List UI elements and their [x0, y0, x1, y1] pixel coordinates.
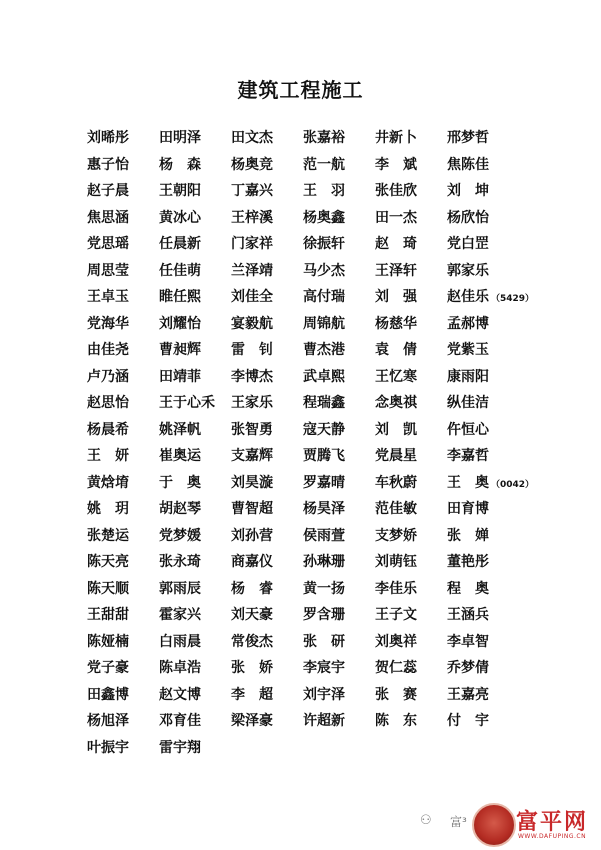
name-cell: 徐振轩 [303, 236, 345, 253]
name-cell: 刘 凯 [375, 421, 417, 438]
name-cell: 刘宇泽 [303, 686, 345, 703]
name-cell: 胡赵琴 [159, 501, 201, 518]
name-cell: 雷宇翔 [159, 739, 201, 756]
name-cell: 梁泽豪 [231, 713, 273, 730]
name-cell: 曹昶辉 [159, 342, 201, 359]
name-cell: 睢任熙 [159, 289, 201, 306]
watermark-author: 富³ [450, 815, 467, 829]
name-cell: 刘孙营 [231, 527, 273, 544]
name-cell: 党白罡 [447, 236, 489, 253]
name-cell: 于 奥 [159, 474, 201, 491]
name-cell: 叶振宇 [87, 739, 129, 756]
name-cell: 王于心禾 [159, 395, 215, 412]
name-cell: 王嘉亮 [447, 686, 489, 703]
name-cell: 黄冰心 [159, 209, 201, 226]
name-cell: 任佳萌 [159, 262, 201, 279]
name-cell: 陈卓浩 [159, 660, 201, 677]
site-watermark [420, 803, 601, 847]
name-cell: 王家乐 [231, 395, 273, 412]
name-cell: 范一航 [303, 156, 345, 173]
name-cell: 刘晞彤 [87, 130, 129, 147]
name-cell: 张永琦 [159, 554, 201, 571]
name-cell: 贾腾飞 [303, 448, 345, 465]
name-cell: 武卓熙 [303, 368, 345, 385]
name-row [87, 548, 519, 575]
name-cell: 车秋蔚 [375, 474, 417, 491]
name-row [87, 707, 519, 734]
name-cell: 曹智超 [231, 501, 273, 518]
name-cell: 田靖菲 [159, 368, 201, 385]
name-cell: 杨晨希 [87, 421, 129, 438]
name-cell: 姚 玥 [87, 501, 129, 518]
name-cell: 赵文博 [159, 686, 201, 703]
name-cell: 白雨晨 [159, 633, 201, 650]
name-cell: 刘佳全 [231, 289, 273, 306]
name-row [87, 681, 519, 708]
name-cell: 马少杰 [303, 262, 345, 279]
name-row [87, 257, 519, 284]
name-cell: 郭家乐 [447, 262, 489, 279]
name-cell: 许超新 [303, 713, 345, 730]
name-cell: 田文杰 [231, 130, 273, 147]
name-cell: 门家祥 [231, 236, 273, 253]
name-cell: 井新卜 [375, 130, 417, 147]
name-cell: 袁 倩 [375, 342, 417, 359]
name-row [87, 469, 535, 496]
name-row [87, 734, 519, 761]
name-cell: 王 奥 （0042） [447, 474, 535, 491]
name-cell: 霍家兴 [159, 607, 201, 624]
name-cell: 焦思涵 [87, 209, 129, 226]
name-cell: 王卓玉 [87, 289, 129, 306]
name-row [87, 177, 519, 204]
name-cell: 李博杰 [231, 368, 273, 385]
name-cell: 王朝阳 [159, 183, 201, 200]
name-cell: 刘萌钰 [375, 554, 417, 571]
site-logo-icon [472, 803, 516, 847]
name-cell: 王甜甜 [87, 607, 129, 624]
name-cell: 邢梦哲 [447, 130, 489, 147]
name-cell: 陈天亮 [87, 554, 129, 571]
name-cell: 杨奥竞 [231, 156, 273, 173]
name-row [87, 575, 519, 602]
name-cell: 由佳尧 [87, 342, 129, 359]
name-cell: 陈娅楠 [87, 633, 129, 650]
name-cell: 张 娇 [231, 660, 273, 677]
name-cell: 赵思怡 [87, 395, 129, 412]
name-cell: 高付瑞 [303, 289, 345, 306]
name-cell: 郭雨辰 [159, 580, 201, 597]
name-row [87, 495, 519, 522]
name-cell: 陈 东 [375, 713, 417, 730]
name-row [87, 389, 519, 416]
name-cell: 孙琳珊 [303, 554, 345, 571]
name-cell: 崔奥运 [159, 448, 201, 465]
name-row [87, 310, 519, 337]
name-cell: 刘耀怡 [159, 315, 201, 332]
name-cell: 王涵兵 [447, 607, 489, 624]
name-cell: 田明泽 [159, 130, 201, 147]
name-cell: 李嘉哲 [447, 448, 489, 465]
name-cell: 支梦娇 [375, 527, 417, 544]
name-cell: 纵佳洁 [447, 395, 489, 412]
name-row [87, 336, 519, 363]
name-cell: 雷 钊 [231, 342, 273, 359]
name-cell: 田育博 [447, 501, 489, 518]
name-row [87, 283, 535, 310]
name-cell: 焦陈佳 [447, 156, 489, 173]
name-cell: 惠子怡 [87, 156, 129, 173]
name-row [87, 124, 519, 151]
name-cell: 姚泽帆 [159, 421, 201, 438]
name-cell: 王 羽 [303, 183, 345, 200]
name-cell: 党晨星 [375, 448, 417, 465]
name-cell: 杨 森 [159, 156, 201, 173]
name-cell: 杨昊泽 [303, 501, 345, 518]
name-cell: 李佳乐 [375, 580, 417, 597]
name-cell: 罗含珊 [303, 607, 345, 624]
name-cell: 杨慈华 [375, 315, 417, 332]
name-cell: 田鑫博 [87, 686, 129, 703]
name-cell: 张楚运 [87, 527, 129, 544]
name-cell: 罗嘉晴 [303, 474, 345, 491]
name-cell: 贺仁蕊 [375, 660, 417, 677]
name-cell: 张 婵 [447, 527, 489, 544]
name-list [87, 124, 535, 760]
name-cell: 程瑞鑫 [303, 395, 345, 412]
name-cell: 卢乃涵 [87, 368, 129, 385]
name-row [87, 363, 519, 390]
name-cell: 商嘉仪 [231, 554, 273, 571]
name-cell: 刘天豪 [231, 607, 273, 624]
name-row [87, 522, 519, 549]
name-cell: 兰泽靖 [231, 262, 273, 279]
name-cell: 李 斌 [375, 156, 417, 173]
name-cell: 董艳彤 [447, 554, 489, 571]
name-cell: 王忆寒 [375, 368, 417, 385]
name-cell: 党紫玉 [447, 342, 489, 359]
name-cell: 田一杰 [375, 209, 417, 226]
name-cell: 王泽轩 [375, 262, 417, 279]
name-row [87, 416, 519, 443]
name-row [87, 204, 519, 231]
name-cell: 刘昊漩 [231, 474, 273, 491]
name-cell: 党海华 [87, 315, 129, 332]
name-cell: 赵佳乐 （5429） [447, 289, 535, 306]
name-cell: 杨奥鑫 [303, 209, 345, 226]
name-cell: 范佳敏 [375, 501, 417, 518]
name-cell: 寇天静 [303, 421, 345, 438]
name-cell: 李卓智 [447, 633, 489, 650]
name-cell: 乔梦倩 [447, 660, 489, 677]
name-cell: 赵子晨 [87, 183, 129, 200]
name-cell: 孟郝博 [447, 315, 489, 332]
name-cell: 念奥祺 [375, 395, 417, 412]
name-cell: 张 研 [303, 633, 345, 650]
page-title: 建筑工程施工 [237, 78, 364, 102]
name-cell: 常俊杰 [231, 633, 273, 650]
name-cell: 赵 琦 [375, 236, 417, 253]
name-cell: 刘 坤 [447, 183, 489, 200]
name-cell: 杨旭泽 [87, 713, 129, 730]
name-row [87, 654, 519, 681]
name-cell: 侯雨萱 [303, 527, 345, 544]
name-cell: 付 宇 [447, 713, 489, 730]
name-cell: 张佳欣 [375, 183, 417, 200]
name-cell: 康雨阳 [447, 368, 489, 385]
name-cell: 杨 睿 [231, 580, 273, 597]
name-cell: 王 妍 [87, 448, 129, 465]
name-row [87, 628, 519, 655]
name-cell: 党思瑶 [87, 236, 129, 253]
name-cell: 支嘉辉 [231, 448, 273, 465]
name-cell: 张嘉裕 [303, 130, 345, 147]
name-cell: 仵恒心 [447, 421, 489, 438]
name-cell: 周思莹 [87, 262, 129, 279]
name-cell: 周锦航 [303, 315, 345, 332]
name-cell: 黄一扬 [303, 580, 345, 597]
name-cell: 党梦媛 [159, 527, 201, 544]
watermark-site-name: 富平网 [516, 810, 589, 835]
watermark-site-url: WWW.DAFUPING.CN [518, 833, 587, 840]
name-cell: 党子豪 [87, 660, 129, 677]
name-cell: 丁嘉兴 [231, 183, 273, 200]
name-row [87, 601, 519, 628]
name-cell: 张 赛 [375, 686, 417, 703]
name-cell: 邓育佳 [159, 713, 201, 730]
name-cell: 刘 强 [375, 289, 417, 306]
name-cell: 刘奥祥 [375, 633, 417, 650]
name-cell: 程 奥 [447, 580, 489, 597]
name-row [87, 151, 519, 178]
name-cell: 任晨新 [159, 236, 201, 253]
name-cell: 王子文 [375, 607, 417, 624]
name-row [87, 230, 519, 257]
name-cell: 曹杰港 [303, 342, 345, 359]
name-cell: 张智勇 [231, 421, 273, 438]
name-cell: 宴毅航 [231, 315, 273, 332]
name-cell: 李 超 [231, 686, 273, 703]
name-cell: 陈天顺 [87, 580, 129, 597]
name-cell: 黄焓堉 [87, 474, 129, 491]
wechat-icon: ⚇ [420, 813, 432, 828]
name-cell: 王梓溪 [231, 209, 273, 226]
name-cell: 杨欣怡 [447, 209, 489, 226]
name-row [87, 442, 519, 469]
name-cell: 李宸宇 [303, 660, 345, 677]
